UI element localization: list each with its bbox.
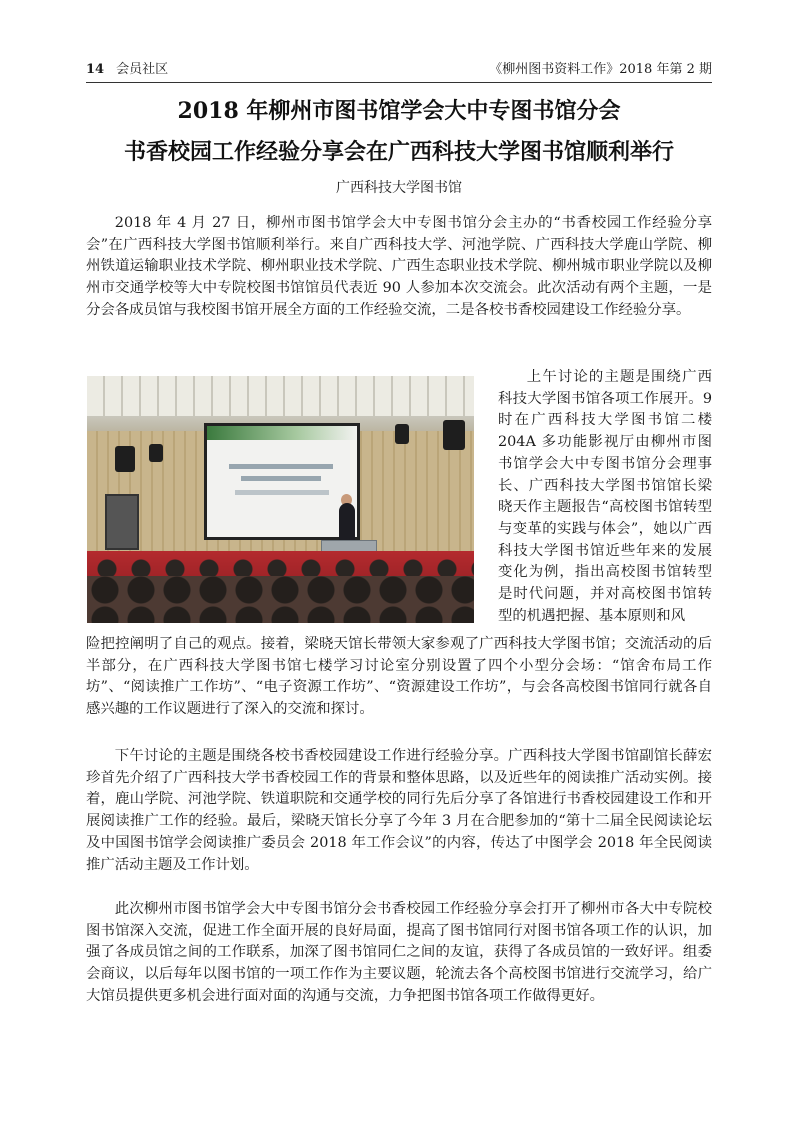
header-left — [86, 60, 168, 80]
article-author: 广西科技大学图书馆 — [336, 180, 462, 196]
speaker-figure — [339, 503, 355, 543]
article-title-line-1: 2018 年柳州市图书馆学会大中专图书馆分会 — [177, 98, 621, 124]
page-header — [86, 60, 712, 83]
loudspeaker-icon — [115, 446, 135, 472]
page-number: 14 — [86, 62, 105, 77]
audience-crowd — [87, 576, 474, 623]
journal-issue: 《柳州图书资料工作》2018 年第 2 期 — [489, 62, 712, 77]
loudspeaker-icon — [149, 444, 163, 462]
paragraph-conclusion: 此次柳州市图书馆学会大中专图书馆分会书香校园工作经验分享会打开了柳州市各大中专院校图书馆深入交流，促进工作全面开展的良好局面，提高了图书馆同行对图书馆各项工作的认识，加强了各成员馆之间的工作联系，加深了图书馆同仁之间的友谊，获得了各成员馆的一致好评。组委会商议，以后每年以图书馆的一项工作作为主要议题，轮流去各个高校图书馆进行交流学习，给广大馆员提供更多机会进行面对面的沟通与交流，力争把图书馆各项工作做得更好。 — [86, 901, 712, 1004]
screen-text-line — [241, 476, 321, 481]
projection-screen — [204, 423, 360, 540]
paragraph-morning: 上午讨论的主题是围绕广西科技大学图书馆各项工作展开。9时在广西科技大学图书馆二楼 204A 多功能影视厅由柳州市图书馆学会大中专图书馆分会理事长、广西科技大学图书馆馆长梁晓天作主题报告“高校图书馆转型与变革的实践与体会”，她以广西科技大学图书馆近些年来的发展变化为例，指出高校图书馆转型是时代问题，并对高校图书馆转型的机遇把握、基本原则和风 — [498, 369, 712, 624]
photo-door — [105, 494, 139, 550]
paragraph-afternoon: 下午讨论的主题是围绕各校书香校园建设工作进行经验分享。广西科技大学图书馆副馆长薛宏珍首先介绍了广西科技大学书香校园工作的背景和整体思路，以及近些年的阅读推广活动实例。接着，鹿山学院、河池学院、铁道职院和交通学校的同行先后分享了各馆进行书香校园建设工作和开展阅读推广工作的经验。最后，梁晓天馆长分享了今年 3 月在合肥参加的“第十二届全民阅读论坛及中国图书馆学会阅读推广委员会 2018 年工作会议”的内容，传达了中图学会 2018 年全民阅读推广活动主题及工作计划。 — [86, 748, 712, 873]
loudspeaker-icon — [395, 424, 409, 444]
section-name: 会员社区 — [116, 62, 169, 77]
loudspeaker-icon — [443, 420, 465, 450]
conference-photo — [87, 376, 474, 623]
screen-banner — [207, 426, 357, 440]
paragraph-intro: 2018 年 4 月 27 日，柳州市图书馆学会大中专图书馆分会主办的“书香校园工作经验分享会”在广西科技大学图书馆顺利举行。来自广西科技大学、河池学院、广西科技大学鹿山学院、柳州铁道运输职业技术学院、柳州职业技术学院、广西生态职业技术学院、柳州城市职业学院以及柳州市交通学校等大中专院校图书馆馆员代表近 90 人参加本次交流会。此次活动有两个主题，一是分会各成员馆与我校图书馆开展全方面的工作经验交流，二是各校书香校园建设工作经验分享。 — [86, 215, 712, 318]
article-title-line-2: 书香校园工作经验分享会在广西科技大学图书馆顺利举行 — [123, 139, 674, 165]
paragraph-morning-continued: 险把控阐明了自己的观点。接着，梁晓天馆长带领大家参观了广西科技大学图书馆；交流活动的后半部分，在广西科技大学图书馆七楼学习讨论室分别设置了四个小型分会场：“馆舍布局工作坊”、“阅读推广工作坊”、“电子资源工作坊”、“资源建设工作坊”，与会各高校图书馆同行就各自感兴趣的工作议题进行了深入的交流和探讨。 — [86, 636, 712, 718]
screen-text-line — [229, 464, 333, 469]
screen-text-line — [235, 490, 329, 495]
